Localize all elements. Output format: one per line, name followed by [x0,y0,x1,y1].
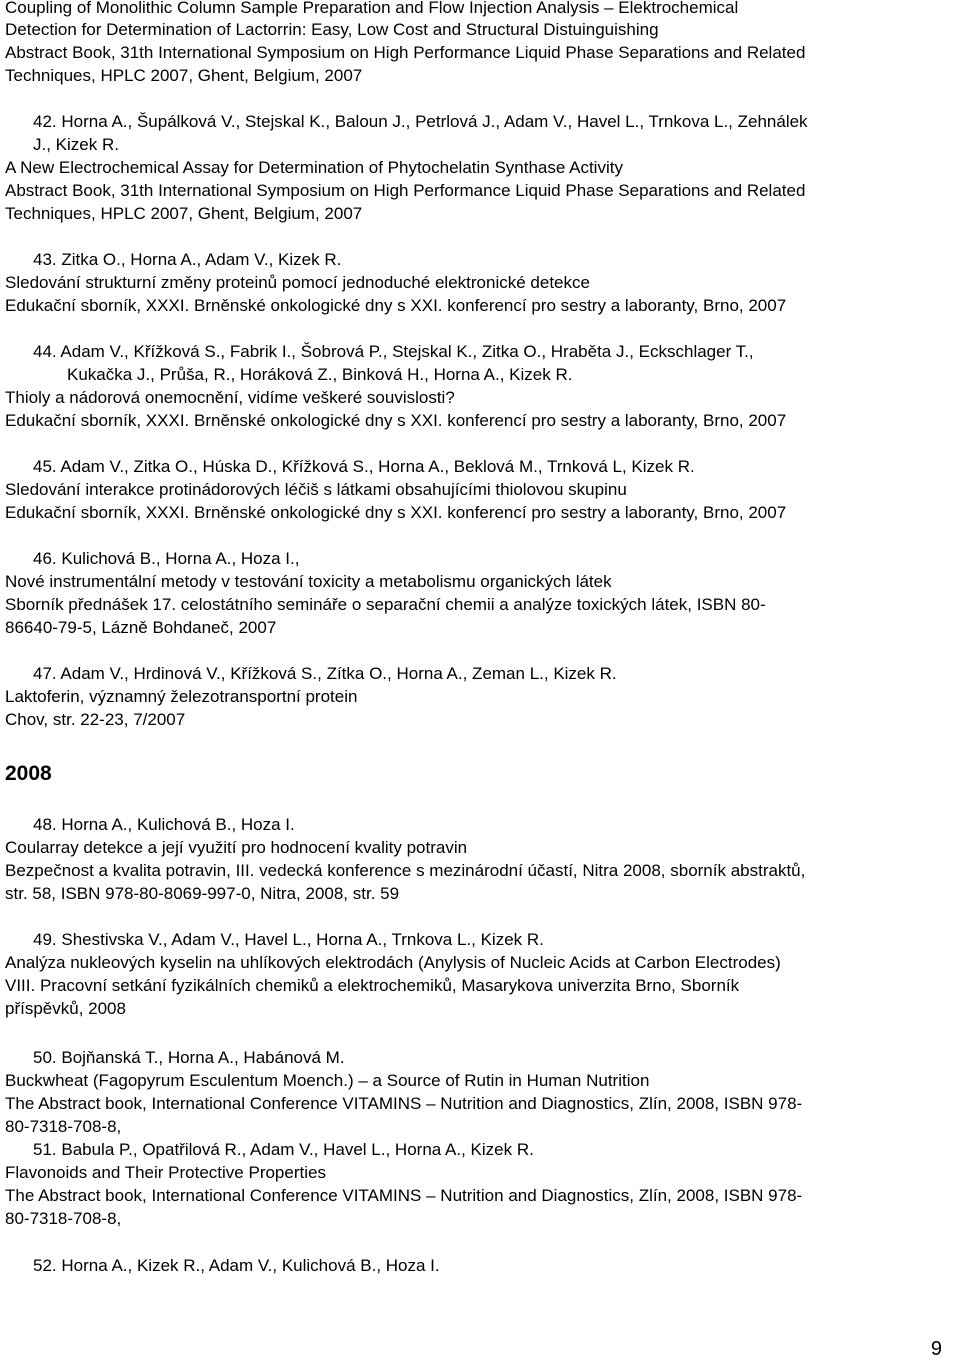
document-line: 46. Kulichová B., Horna A., Hoza I., [33,549,300,568]
document-line: 44. Adam V., Křížková S., Fabrik I., Šobrová P., Stejskal K., Zitka O., Hraběta J., Eckschlager T., [33,342,754,361]
document-line: str. 58, ISBN 978-80-8069-997-0, Nitra, 2008, str. 59 [5,884,400,903]
document-line: Kukačka J., Průša, R., Horáková Z., Binková H., Horna A., Kizek R. [67,365,573,384]
document-line: Sledování interakce protinádorových léčiš s látkami obsahujícími thiolovou skupinu [5,480,627,499]
year-heading-2008: 2008 [5,762,52,785]
document-line: A New Electrochemical Assay for Determination of Phytochelatin Synthase Activity [5,158,623,177]
document-line: Coularray detekce a její využití pro hodnocení kvality potravin [5,838,468,857]
document-line: Coupling of Monolithic Column Sample Preparation and Flow Injection Analysis – Elektrochemical [5,0,739,17]
document-line: 43. Zitka O., Horna A., Adam V., Kizek R. [33,250,342,269]
document-line: The Abstract book, International Conference VITAMINS – Nutrition and Diagnostics, Zlín, 2008, ISBN 978- [5,1094,803,1113]
document-line: Techniques, HPLC 2007, Ghent, Belgium, 2007 [5,66,363,85]
document-line: příspěvků, 2008 [5,999,126,1018]
document-line: 51. Babula P., Opatřilová R., Adam V., Havel L., Horna A., Kizek R. [33,1140,534,1159]
document-line: Techniques, HPLC 2007, Ghent, Belgium, 2007 [5,204,363,223]
document-line: Laktoferin, významný železotransportní protein [5,687,358,706]
document-line: Abstract Book, 31th International Symposium on High Performance Liquid Phase Separations and Related [5,181,806,200]
document-line: The Abstract book, International Conference VITAMINS – Nutrition and Diagnostics, Zlín, 2008, ISBN 978- [5,1186,803,1205]
document-line: Sborník přednášek 17. celostátního semináře o separační chemii a analýze toxických látek, ISBN 80- [5,595,766,614]
document-line: 45. Adam V., Zitka O., Húska D., Křížková S., Horna A., Beklová M., Trnková L, Kizek R. [33,457,695,476]
document-line: Edukační sborník, XXXI. Brněnské onkologické dny s XXI. konferencí pro sestry a laboranty, Brno, 2007 [5,503,787,522]
document-line: Sledování strukturní změny proteinů pomocí jednoduché elektronické detekce [5,273,590,292]
document-line: Chov, str. 22-23, 7/2007 [5,710,186,729]
document-line: 49. Shestivska V., Adam V., Havel L., Horna A., Trnkova L., Kizek R. [33,930,544,949]
page-number: 9 [930,1338,942,1360]
document-line: Edukační sborník, XXXI. Brněnské onkologické dny s XXI. konferencí pro sestry a laboranty, Brno, 2007 [5,296,787,315]
document-line: Detection for Determination of Lactorrin: Easy, Low Cost and Structural Distuinguishing [5,20,659,39]
document-line: Flavonoids and Their Protective Properties [5,1163,326,1182]
document-line: 80-7318-708-8, [5,1117,122,1136]
document-line: 48. Horna A., Kulichová B., Hoza I. [33,815,295,834]
document-line: Buckwheat (Fagopyrum Esculentum Moench.) – a Source of Rutin in Human Nutrition [5,1071,650,1090]
document-line: 50. Bojňanská T., Horna A., Habánová M. [33,1048,345,1067]
document-line: Nové instrumentální metody v testování toxicity a metabolismu organických látek [5,572,612,591]
document-line: 42. Horna A., Šupálková V., Stejskal K., Baloun J., Petrlová J., Adam V., Havel L., Trnkova L., Zehnálek [33,112,808,131]
document-line: 86640-79-5, Lázně Bohdaneč, 2007 [5,618,277,637]
document-line: Abstract Book, 31th International Symposium on High Performance Liquid Phase Separations and Related [5,43,806,62]
document-line: Thioly a nádorová onemocnění, vidíme veškeré souvislosti? [5,388,455,407]
document-line: Bezpečnost a kvalita potravin, III. vedecká konference s mezinárodní účastí, Nitra 2008, sborník abstraktů, [5,861,806,880]
document-line: Analýza nukleových kyselin na uhlíkových elektrodách (Anylysis of Nucleic Acids at Carbon Electrodes) [5,953,781,972]
document-line: J., Kizek R. [33,135,119,154]
document-line: 47. Adam V., Hrdinová V., Křížková S., Zítka O., Horna A., Zeman L., Kizek R. [33,664,617,683]
document-line: Edukační sborník, XXXI. Brněnské onkologické dny s XXI. konferencí pro sestry a laboranty, Brno, 2007 [5,411,787,430]
document-line: VIII. Pracovní setkání fyzikálních chemiků a elektrochemiků, Masarykova univerzita Brno, Sborník [5,976,740,995]
document-line: 80-7318-708-8, [5,1209,122,1228]
document-line: 52. Horna A., Kizek R., Adam V., Kulichová B., Hoza I. [33,1256,440,1275]
